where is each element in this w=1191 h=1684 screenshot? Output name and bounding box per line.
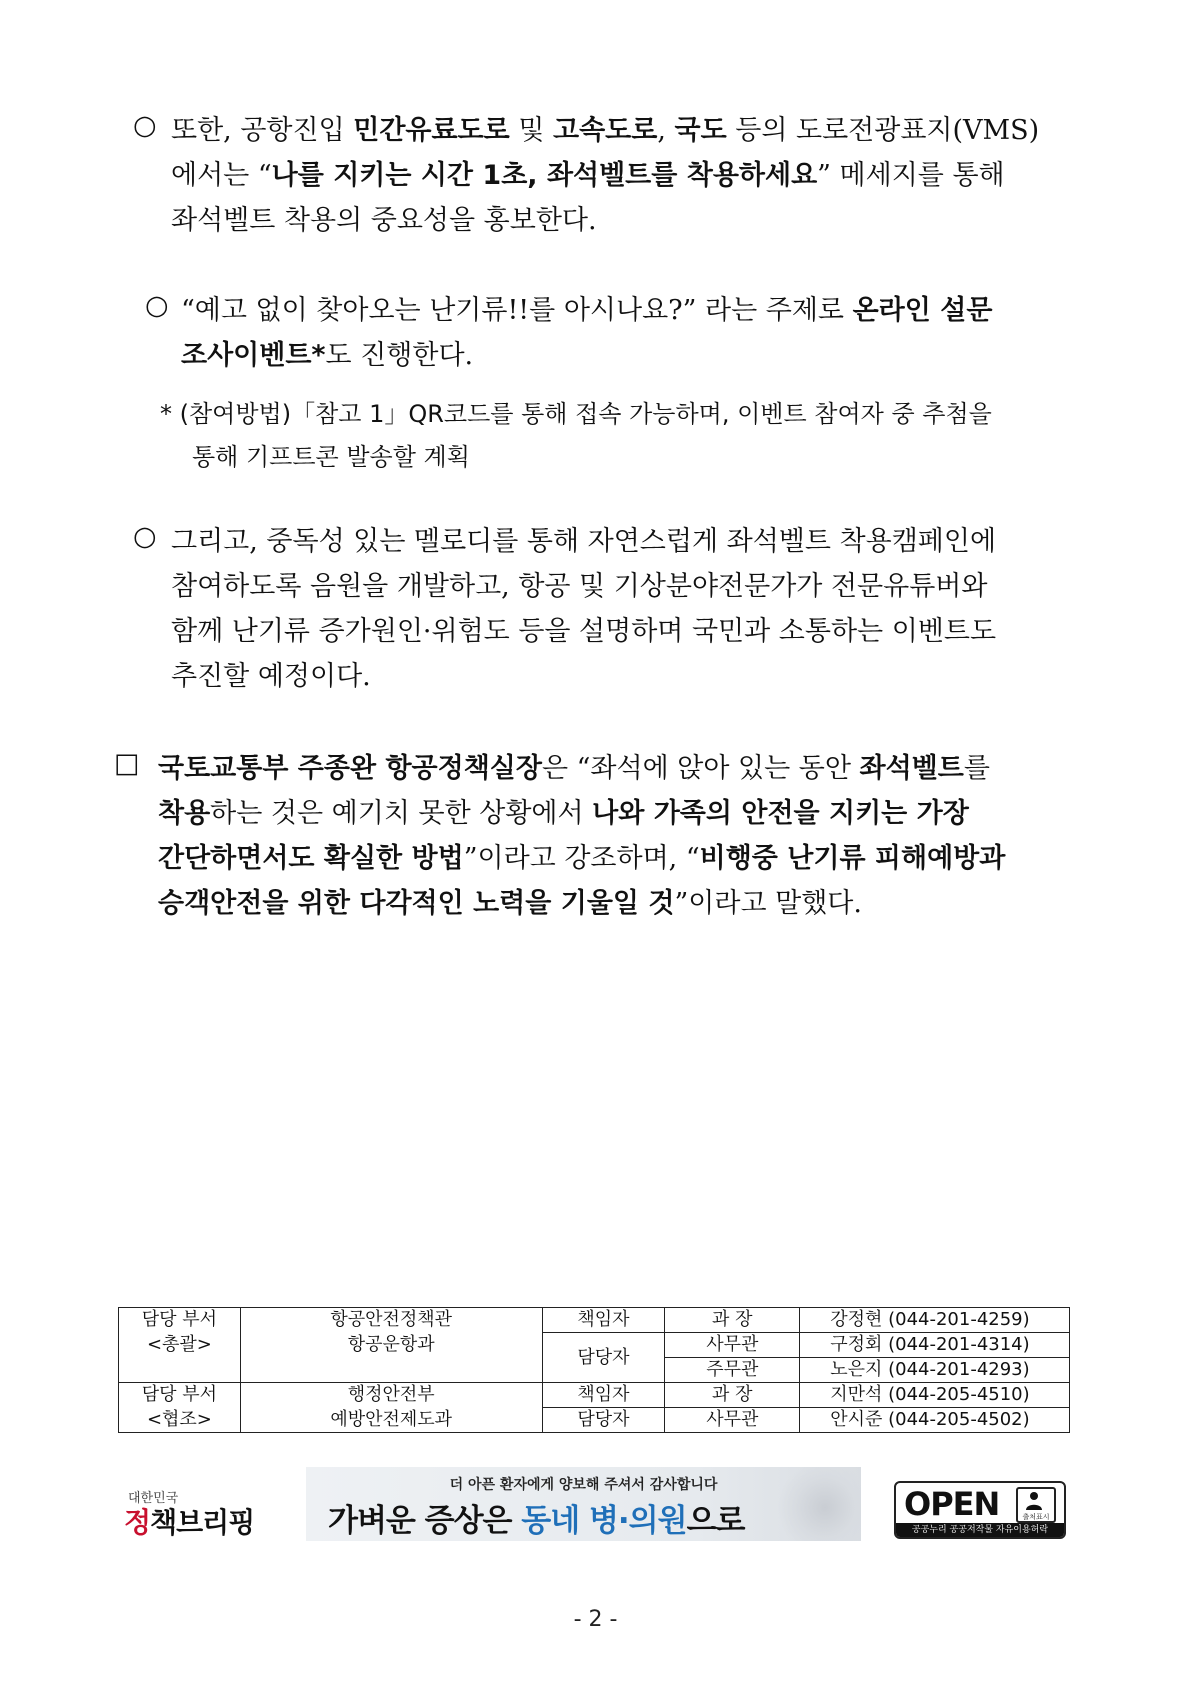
org-division: 항공운항과	[240, 1333, 542, 1358]
table-row	[119, 1408, 1070, 1433]
circle-bullet: ○	[133, 521, 157, 552]
empty-cell	[240, 1358, 542, 1383]
dept-role: <협조>	[119, 1408, 241, 1433]
table-row	[119, 1383, 1070, 1408]
paragraph-line: 또한, 공항진입 민간유료도로 및 고속도로, 국도 등의 도로전광표지(VMS)	[171, 115, 1040, 146]
paragraph-line: 승객안전을 위한 다각적인 노력을 기울일 것”이라고 말했다.	[158, 888, 862, 919]
dept-label: 담당 부서	[119, 1383, 241, 1408]
circle-bullet: ○	[133, 110, 157, 141]
position-cell: 과 장	[665, 1308, 800, 1333]
paragraph-line: “예고 없이 찾아오는 난기류!!를 아시나요?” 라는 주제로 온라인 설문	[181, 295, 993, 326]
person-cell: 안시준 (044-205-4502)	[800, 1408, 1070, 1433]
dept-role: <총괄>	[119, 1333, 241, 1358]
paragraph-line: 간단하면서도 확실한 방법”이라고 강조하며, “비행중 난기류 피해예방과	[158, 843, 1006, 874]
empty-cell	[119, 1358, 241, 1383]
circle-bullet: ○	[145, 290, 169, 321]
position-cell: 사무관	[665, 1333, 800, 1358]
contact-table	[118, 1307, 1070, 1433]
paragraph-line: 국토교통부 주종완 항공정책실장은 “좌석에 앉아 있는 동안 좌석벨트를	[158, 753, 990, 784]
paragraph-line: 참여하도록 음원을 개발하고, 항공 및 기상분야전문가가 전문유튜버와	[171, 571, 988, 602]
paragraph-line: 조사이벤트*도 진행한다.	[181, 340, 474, 371]
footnote-line: * (참여방법)「참고 1」QR코드를 통해 접속 가능하며, 이벤트 참여자 중 추첨을	[160, 400, 992, 428]
clinic-campaign-banner: 더 아픈 환자에게 양보해 주셔서 감사합니다 가벼운 증상은 동네 병·의원으로	[306, 1467, 861, 1541]
role-cell: 담당자	[542, 1408, 665, 1433]
org-name: 항공안전정책관	[240, 1308, 542, 1333]
paragraph-line: 좌석벨트 착용의 중요성을 홍보한다.	[171, 205, 597, 236]
paragraph-line: 추진할 예정이다.	[171, 661, 371, 692]
table-row	[119, 1333, 1070, 1358]
person-cell: 노은지 (044-201-4293)	[800, 1358, 1070, 1383]
square-bullet: □	[114, 748, 140, 779]
dept-label: 담당 부서	[119, 1308, 241, 1333]
position-cell: 사무관	[665, 1408, 800, 1433]
person-cell: 지만석 (044-205-4510)	[800, 1383, 1070, 1408]
org-name: 행정안전부	[240, 1383, 542, 1408]
paragraph-line: 그리고, 중독성 있는 멜로디를 통해 자연스럽게 좌석벨트 착용캠페인에	[171, 526, 997, 557]
paragraph-line: 착용하는 것은 예기치 못한 상황에서 나와 가족의 안전을 지키는 가장	[158, 798, 969, 829]
position-cell: 주무관	[665, 1358, 800, 1383]
role-cell: 책임자	[542, 1383, 665, 1408]
person-cell: 강정현 (044-201-4259)	[800, 1308, 1070, 1333]
table-row	[119, 1308, 1070, 1333]
role-cell: 책임자	[542, 1308, 665, 1333]
org-division: 예방안전제도과	[240, 1408, 542, 1433]
paragraph-line: 에서는 “나를 지키는 시간 1초, 좌석벨트를 착용하세요” 메세지를 통해	[171, 160, 1005, 191]
person-cell: 구정회 (044-201-4314)	[800, 1333, 1070, 1358]
footnote-line: 통해 기프트콘 발송할 계획	[192, 443, 470, 471]
role-cell: 담당자	[542, 1333, 665, 1383]
position-cell: 과 장	[665, 1383, 800, 1408]
policy-briefing-logo: 대한민국 정책브리핑	[124, 1491, 255, 1539]
paragraph-line: 함께 난기류 증가원인·위험도 등을 설명하며 국민과 소통하는 이벤트도	[171, 616, 997, 647]
page-number: - 2 -	[573, 1607, 618, 1632]
attribution-icon: 출처표시	[1016, 1487, 1056, 1523]
open-license-logo: OPEN 출처표시 공공누리 공공저작물 자유이용허락	[894, 1481, 1066, 1539]
